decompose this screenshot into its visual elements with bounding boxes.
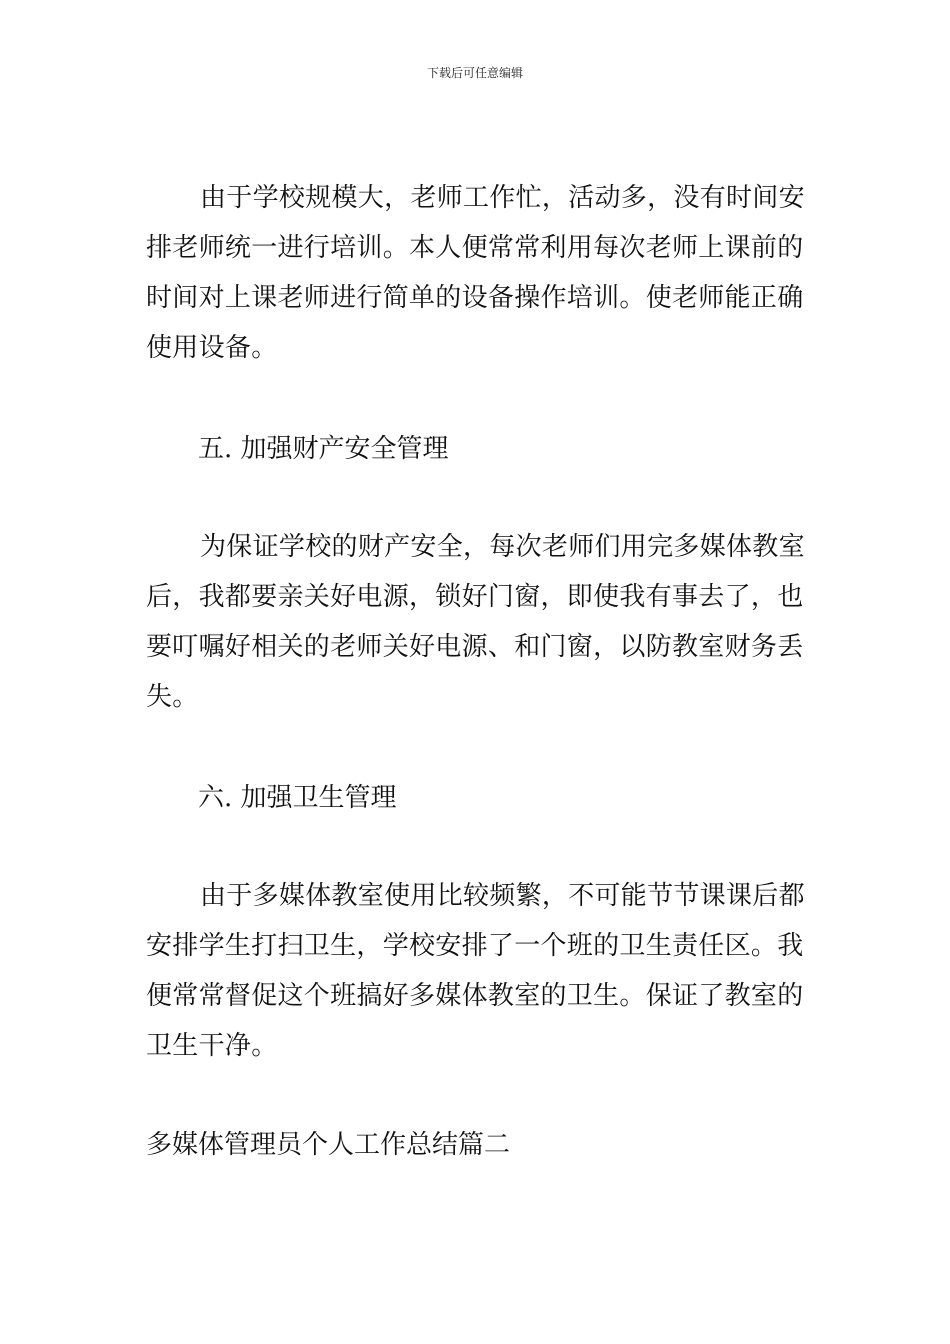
paragraph-line: 时间对上课老师进行简单的设备操作培训。使老师能正确 [146,283,804,313]
paragraph-hygiene [146,871,806,1071]
paragraph-line: 为保证学校的财产安全，每次老师们用完多媒体教室 [200,532,805,562]
paragraph-line: 排老师统一进行培训。本人便常常利用每次老师上课前的 [146,233,804,263]
section-title: 多媒体管理员个人工作总结篇二 [146,1130,511,1160]
paragraph-line: 失。 [146,682,199,712]
section-heading-six: 六. 加强卫生管理 [198,783,397,813]
paragraph-training [146,173,806,373]
paragraph-line: 由于多媒体教室使用比较频繁，不可能节节课课后都 [200,881,805,911]
paragraph-line: 后，我都要亲关好电源，锁好门窗，即使我有事去了，也 [146,582,804,612]
section-heading-five: 五. 加强财产安全管理 [198,434,449,464]
paragraph-line: 卫生干净。 [146,1031,278,1061]
paragraph-property-safety [146,522,806,722]
paragraph-line: 由于学校规模大，老师工作忙，活动多，没有时间安 [200,183,805,213]
paragraph-line: 使用设备。 [146,333,278,363]
page-header: 下载后可任意编辑 [426,66,523,80]
paragraph-line: 要叮嘱好相关的老师关好电源、和门窗，以防教室财务丢 [146,632,804,662]
paragraph-line: 便常常督促这个班搞好多媒体教室的卫生。保证了教室的 [146,981,804,1011]
paragraph-line: 安排学生打扫卫生，学校安排了一个班的卫生责任区。我 [146,931,804,961]
